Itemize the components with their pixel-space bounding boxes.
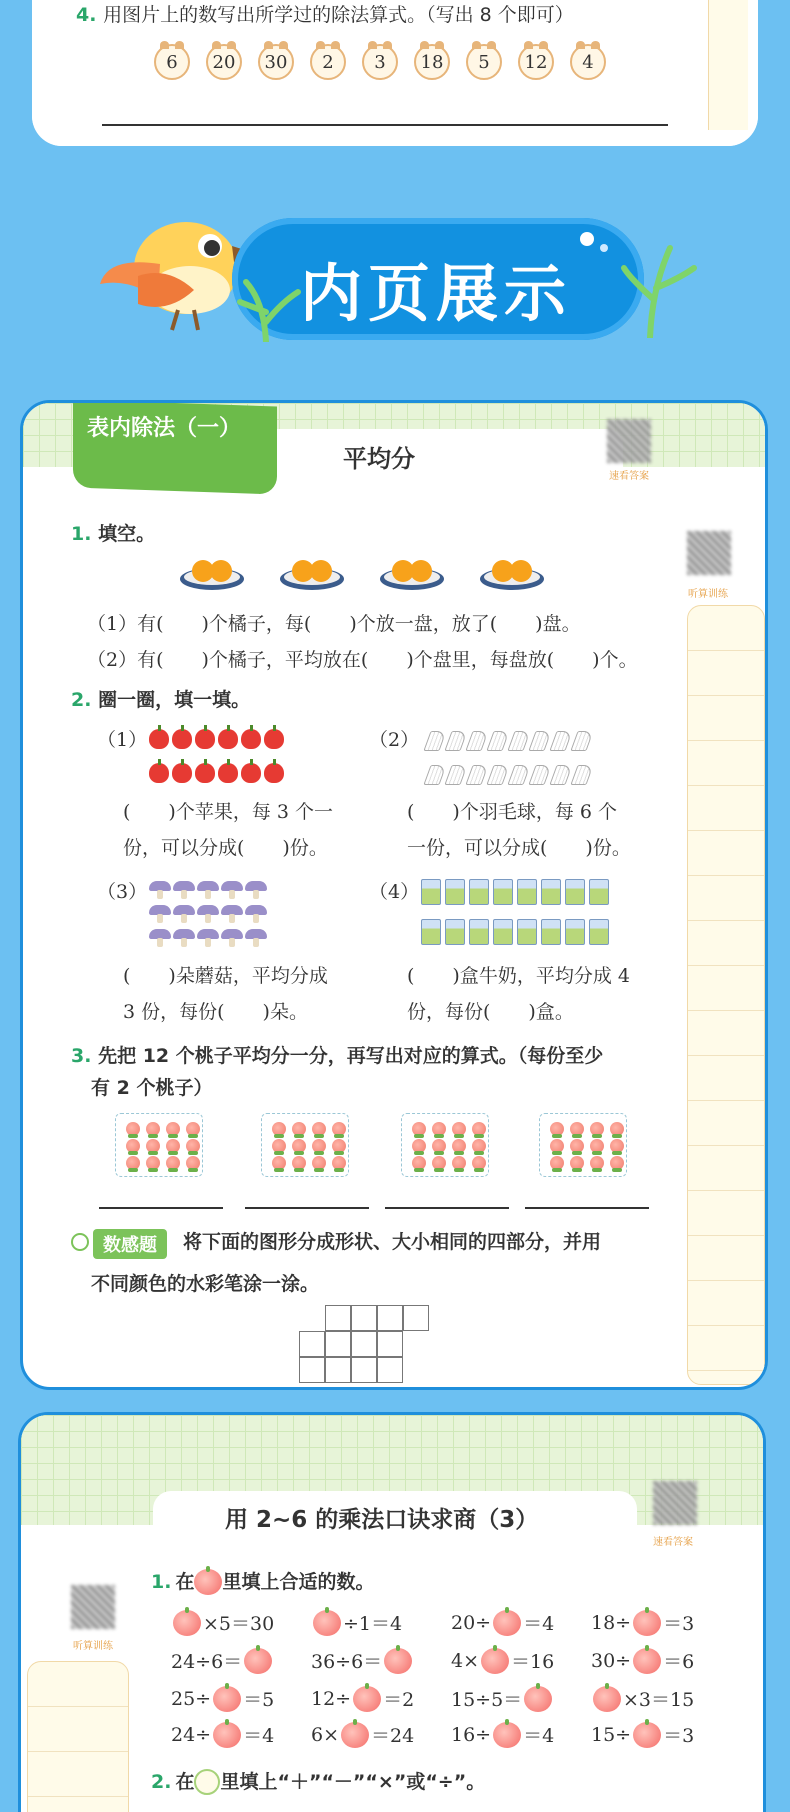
apple-blank-icon[interactable] [493,1722,521,1748]
equation-left: 18÷ [591,1611,632,1634]
number-coin: 30 [258,44,294,80]
number-coin: 20 [206,44,242,80]
q2-part1-line-b: 份，可以分成( )份。 [123,837,328,859]
listening-qr-label: 听算训练 [73,1641,113,1652]
top-worksheet-card [32,0,758,146]
peach-group-box [401,1113,489,1177]
equation [591,1721,694,1748]
answer-qr-label: 速看答案 [609,471,649,482]
q1-heading [151,1569,374,1595]
equation-left: 15÷ [591,1723,632,1746]
equation-right: ＝4 [523,1613,555,1635]
equation [311,1647,414,1674]
q1-heading [71,525,155,544]
answer-line [525,1207,649,1209]
q2-part4-line-b: 份，每份( )盒。 [407,1001,574,1023]
number-coin: 18 [414,44,450,80]
equation-left: 6× [311,1723,340,1746]
apple-blank-icon[interactable] [353,1686,381,1712]
equation-right: ＝2 [383,1689,415,1711]
orange-plate-icon [379,555,445,591]
peach-group-box [115,1113,203,1177]
milk-row-1 [421,879,613,909]
q2-part2-line-a: ( )个羽毛球，每 6 个 [407,801,617,823]
listening-qr-code[interactable] [71,1585,115,1629]
q4-text: 用图片上的数写出所学过的除法算式。（写出 8 个即可） [103,4,574,26]
equation [451,1609,554,1636]
equation-left: 25÷ [171,1687,212,1710]
q2-post: 里填上“＋”“－”“×”或“÷”。 [220,1770,486,1793]
q2-number: 2. [151,1770,172,1793]
q3-number: 3. [71,1045,92,1067]
equation [311,1685,414,1712]
page-title: 平均分 [343,445,415,473]
apple-blank-icon[interactable] [633,1648,661,1674]
mushrooms-grid [149,881,289,949]
equation-right: ＝4 [243,1725,275,1747]
equation-left: 36÷6＝ [311,1651,383,1673]
equation-left: 24÷ [171,1723,212,1746]
equation-right: ＝6 [663,1651,695,1673]
peach-group-box [261,1113,349,1177]
q2-number: 2. [71,689,92,711]
equation-left: 15÷5＝ [451,1689,523,1711]
equation-left: 12÷ [311,1687,352,1710]
equation [171,1609,274,1636]
q1-number: 1. [151,1570,172,1593]
equation-right: ＝24 [371,1725,415,1747]
answer-qr-label: 速看答案 [653,1537,693,1548]
orange-plate-icon [479,555,545,591]
page-title: 用 2~6 的乘法口诀求商（3） [225,1507,539,1533]
apple-blank-icon[interactable] [384,1648,412,1674]
q2-part3-tag: （3） [97,881,148,903]
q2-part4-line-a: ( )盒牛奶，平均分成 4 [407,965,630,987]
apple-blank-icon[interactable] [213,1722,241,1748]
number-coin: 2 [310,44,346,80]
apple-blank-icon[interactable] [313,1610,341,1636]
apple-blank-icon[interactable] [493,1610,521,1636]
side-notes-column [687,605,765,1385]
orange-plate-icon [179,555,245,591]
q1-label: 填空。 [98,523,156,545]
q1-line-1: （1）有( )个橘子，每( )个放一盘，放了( )盘。 [87,613,581,635]
side-note-strip [708,0,748,130]
q1-number: 1. [71,523,92,545]
answer-qr-code[interactable] [607,419,651,463]
q4-number: 4. [76,4,97,26]
number-coin: 3 [362,44,398,80]
equation-right: ＝4 [523,1725,555,1747]
equation-right: ＝3 [663,1613,695,1635]
q2-heading [151,1769,485,1795]
q1-pre: 在 [175,1570,195,1593]
sense-tag: 数感题 [93,1229,167,1259]
equation-right: ×3＝15 [623,1689,695,1711]
orange-plate-icon [279,555,345,591]
equation-left: 4× [451,1649,480,1672]
q2-part1-line-a: ( )个苹果，每 3 个一 [123,801,333,823]
q2-part3-line-a: ( )朵蘑菇，平均分成 [123,965,328,987]
leaf-decoration [620,228,700,338]
equation [171,1685,274,1712]
sparkle-dot [580,232,594,246]
equation [451,1721,554,1748]
equation [451,1685,554,1712]
answer-line [102,124,668,126]
equation-right: ÷1＝4 [343,1613,403,1635]
apple-blank-icon[interactable] [481,1648,509,1674]
equation-left: 20÷ [451,1611,492,1634]
answer-line [385,1207,509,1209]
equation [311,1721,414,1748]
equation-right: ＝3 [663,1725,695,1747]
shuttlecocks-row-2 [427,765,595,789]
q3-line-1: 先把 12 个桃子平均分一分，再写出对应的算式。（每份至少 [98,1045,604,1067]
q2-part1-tag: （1） [97,729,148,751]
q2-heading [71,691,250,710]
sense-line-1: 将下面的图形分成形状、大小相同的四部分，并用 [183,1231,602,1253]
equation [591,1647,694,1674]
equation [171,1721,274,1748]
apples-row-1 [149,729,287,753]
equation-left: 16÷ [451,1723,492,1746]
apple-blank-icon[interactable] [244,1648,272,1674]
sense-line-2: 不同颜色的水彩笔涂一涂。 [91,1273,320,1295]
apple-blank-icon[interactable] [213,1686,241,1712]
circle-blank-icon [194,1769,220,1795]
section-tab-label: 表内除法（一） [87,416,242,441]
equation-left: 24÷6＝ [171,1651,243,1673]
apple-blank-icon[interactable] [524,1686,552,1712]
apple-blank-icon[interactable] [633,1610,661,1636]
apple-blank-icon [194,1569,222,1595]
apple-blank-icon[interactable] [341,1722,369,1748]
q1-post: 里填上合适的数。 [222,1570,375,1593]
q2-label: 圈一圈，填一填。 [98,689,251,711]
answer-qr-code[interactable] [653,1481,697,1525]
listening-qr-code[interactable] [687,531,731,575]
number-coin: 6 [154,44,190,80]
apple-blank-icon[interactable] [173,1610,201,1636]
apples-row-2 [149,763,287,787]
q3-heading [71,1047,603,1066]
side-notes-column [27,1661,129,1812]
milk-row-2 [421,919,613,949]
worksheet-page-1 [20,400,768,1390]
answer-line [245,1207,369,1209]
answer-line [99,1207,223,1209]
q4-prompt [76,6,574,25]
lightbulb-icon [71,1233,89,1251]
q2-part3-line-b: 3 份，每份( )朵。 [123,1001,308,1023]
number-coin: 5 [466,44,502,80]
shuttlecocks-row-1 [427,731,595,755]
equation-right: ＝16 [511,1651,555,1673]
q1-line-2: （2）有( )个橘子，平均放在( )个盘里，每盘放( )个。 [87,649,638,671]
q3-line-2: 有 2 个桃子） [91,1077,213,1099]
q2-pre: 在 [175,1770,195,1793]
q2-part4-tag: （4） [369,881,420,903]
equation [311,1609,402,1636]
apple-blank-icon[interactable] [633,1722,661,1748]
equation [591,1685,694,1712]
peach-group-box [539,1113,627,1177]
apple-blank-icon[interactable] [593,1686,621,1712]
equation [591,1609,694,1636]
q2-part2-tag: （2） [369,729,420,751]
equation-left: 30÷ [591,1649,632,1672]
listening-qr-label: 听算训练 [688,589,728,600]
equation-right: ＝5 [243,1689,275,1711]
number-coin: 4 [570,44,606,80]
equation [171,1647,274,1674]
q2-part2-line-b: 一份，可以分成( )份。 [407,837,631,859]
worksheet-page-2 [18,1412,766,1812]
sparkle-dot [600,244,608,252]
equation-right: ×5＝30 [203,1613,275,1635]
banner-title: 内页展示 [300,257,573,330]
equation [451,1647,554,1674]
number-coin: 12 [518,44,554,80]
